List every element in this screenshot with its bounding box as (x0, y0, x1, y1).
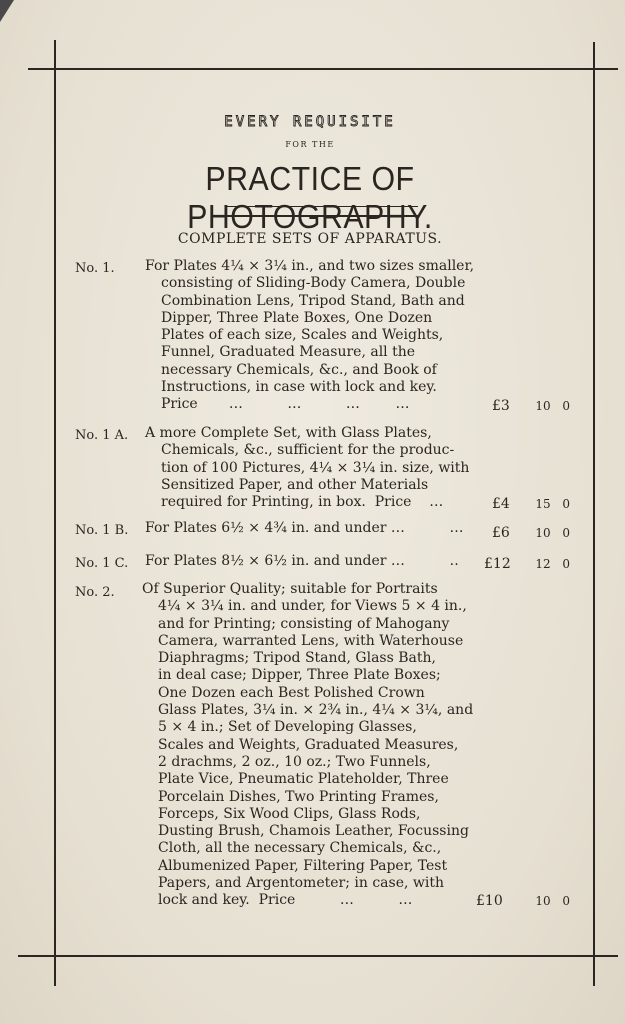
description-line: Sensitized Paper, and other Materials (161, 476, 429, 493)
description-line: Combination Lens, Tripod Stand, Bath and (161, 292, 465, 309)
description-line: 5 × 4 in.; Set of Developing Glasses, (158, 719, 417, 736)
item-price (492, 525, 570, 541)
description-line: Diaphragms; Tripod Stand, Glass Bath, (158, 650, 436, 667)
heading-for-the: FOR THE (285, 140, 335, 149)
price-shillings: 15 (535, 497, 551, 511)
price-shillings: 10 (535, 399, 551, 413)
description-line: 2 drachms, 2 oz., 10 oz.; Two Funnels, (158, 753, 431, 770)
description-line: For Plates 6½ × 4¾ in. and under … … (145, 520, 464, 536)
description-line: Glass Plates, 3¼ in. × 2¾ in., 4¼ × 3¼, and (158, 702, 474, 719)
price-pence: 0 (562, 497, 570, 511)
decorative-rule (226, 206, 418, 217)
price-pence: 0 (562, 526, 570, 540)
description-line: 4¼ × 3¼ in. and under, for Views 5 × 4 in., (158, 598, 467, 615)
item-price (492, 496, 570, 512)
description-line: Porcelain Dishes, Two Printing Frames, (158, 788, 439, 805)
description-line: in deal case; Dipper, Three Plate Boxes; (158, 667, 441, 684)
description-line: lock and key. Price … … (158, 892, 413, 909)
description-line: Of Superior Quality; suitable for Portraits (142, 581, 438, 597)
price-pounds: £4 (492, 496, 510, 512)
description-line: For Plates 8½ × 6½ in. and under … ‥ (145, 553, 459, 569)
price-pence: 0 (562, 399, 570, 413)
frame-bottom-rule (18, 955, 618, 957)
description-line: Albumenized Paper, Filtering Paper, Test (158, 857, 448, 874)
frame-right-rule (593, 42, 595, 986)
description-line: Scales and Weights, Graduated Measures, (158, 736, 459, 753)
item-price (492, 398, 570, 414)
description-line: Price … … … … (161, 396, 410, 413)
item-price (484, 556, 570, 572)
description-line: tion of 100 Pictures, 4¼ × 3¼ in. size, with (161, 459, 470, 476)
frame-top-rule (28, 68, 618, 70)
description-line: Dusting Brush, Chamois Leather, Focussing (158, 823, 469, 840)
frame-left-rule (54, 40, 56, 986)
item-description (145, 553, 459, 570)
price-pence: 0 (562, 557, 570, 571)
description-line: necessary Chemicals, &c., and Book of (161, 361, 437, 378)
item-number: No. 1 A. (75, 428, 129, 443)
description-line: consisting of Sliding-Body Camera, Double (161, 275, 466, 292)
description-line: Plate Vice, Pneumatic Plateholder, Three (158, 771, 449, 788)
item-description (145, 258, 474, 414)
price-pence: 0 (562, 894, 570, 908)
item-description (145, 425, 469, 511)
item-number: No. 1 B. (75, 523, 129, 538)
description-line: Funnel, Graduated Measure, all the (161, 344, 416, 361)
description-line: Forceps, Six Wood Clips, Glass Rods, (158, 805, 421, 822)
item-number: No. 1 C. (75, 556, 129, 571)
price-shillings: 10 (535, 526, 551, 540)
heading-kicker: EVERY REQUISITE (224, 114, 396, 130)
page-title: PRACTICE OF PHOTOGRAPHY. (187, 160, 433, 235)
description-line: Dipper, Three Plate Boxes, One Dozen (161, 309, 433, 326)
description-line: Instructions, in case with lock and key. (161, 379, 437, 396)
price-shillings: 10 (535, 894, 551, 908)
description-line: Cloth, all the necessary Chemicals, &c., (158, 840, 442, 857)
price-shillings: 12 (535, 557, 551, 571)
description-line: Plates of each size, Scales and Weights, (161, 327, 444, 344)
price-pounds: £12 (484, 556, 511, 572)
item-number: No. 1. (75, 261, 115, 276)
item-description (145, 520, 463, 537)
price-pounds: £6 (492, 525, 510, 541)
description-line: A more Complete Set, with Glass Plates, (145, 425, 432, 441)
description-line: Camera, warranted Lens, with Waterhouse (158, 632, 464, 649)
item-number: No. 2. (75, 585, 115, 600)
price-pounds: £3 (492, 398, 510, 414)
item-description (142, 581, 473, 910)
description-line: required for Printing, in box. Price … (161, 494, 444, 511)
item-price (476, 893, 570, 909)
description-line: For Plates 4¼ × 3¼ in., and two sizes smaller, (145, 258, 475, 274)
description-line: Chemicals, &c., sufficient for the produc- (161, 442, 455, 459)
description-line: and for Printing; consisting of Mahogany (158, 615, 450, 632)
description-line: Papers, and Argentometer; in case, with (158, 875, 444, 892)
corner-mark (0, 0, 14, 22)
price-pounds: £10 (476, 893, 503, 909)
section-title: COMPLETE SETS OF APPARATUS. (177, 231, 443, 247)
description-line: One Dozen each Best Polished Crown (158, 684, 425, 701)
